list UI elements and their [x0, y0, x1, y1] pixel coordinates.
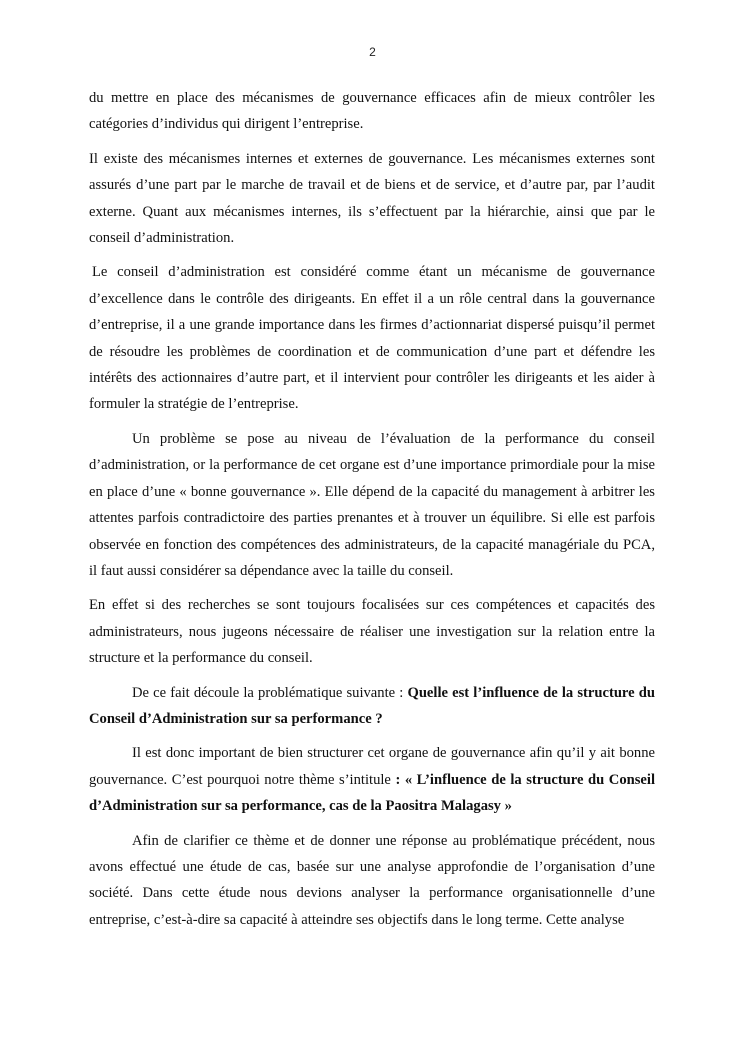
paragraph-5: En effet si des recherches se sont toujours focalisées sur ces compétences et capacités des administrateurs, nous jugeons nécessaire de réaliser une investigation sur la relation entre la structure et la performance du conseil. [89, 597, 655, 667]
paragraph-8: Afin de clarifier ce thème et de donner une réponse au problématique précédent, nous avons effectué une étude de cas, basée sur une analyse approfondie de l’organisation d’une société. Dans cette étude nous devions analyser la performance organisationnelle d’une entreprise, c’est-à-dire sa capacité à atteindre ses objectifs dans le long terme. Cette analyse [89, 832, 655, 928]
theme-intro: Il est donc important de bien structurer cet organe de gouvernance afin qu’il y ait bonne gouvernance. C’est pourquoi notre thème s’intitule [89, 745, 655, 788]
paragraph-2: Il existe des mécanismes internes et externes de gouvernance. Les mécanismes externes sont assurés d’une part par le marche de travail et de biens et de service, et d’autre par, par l’audit externe. Quant aux mécanismes internes, ils s’effectuent par la hiérarchie, ainsi que par le conseil d’administration. [89, 150, 655, 247]
problem-statement-question: Quelle est l’influence de la structure du Conseil d’Administration sur sa performance ? [89, 684, 656, 727]
paragraph-3: Le conseil d’administration est considéré comme étant un mécanisme de gouvernance d’excellence dans le contrôle des dirigeants. En effet il a un rôle central dans la gouvernance d’entreprise, il a une grande importance dans les firmes d’actionnariat dispersé puisqu’il permet de résoudre les problèmes de coordination et de communication d’une part et défendre les intérêts des actionnaires d’autre part, et il intervient pour contrôler les dirigeants et les aider à formuler la stratégie de l’entreprise. [89, 264, 655, 413]
theme-title: : « L’influence de la structure du Conseil d’Administration sur sa performance, cas de la Paositra Malagasy » [89, 771, 656, 815]
page-number: 2 [369, 45, 376, 59]
paragraph-6 [89, 680, 655, 733]
paragraph-4: Un problème se pose au niveau de l’évaluation de la performance du conseil d’administration, or la performance de cet organe est d’une importance primordiale pour la mise en place d’une « bonne gouvernance ». Elle dépend de la capacité du management à arbitrer les attentes parfois contradictoire des parties prenantes et à trouver un équilibre. Si elle est parfois observée en fonction des compétences des administrateurs, de la capacité managériale du PCA, il faut aussi considérer sa dépendance avec la taille du conseil. [89, 430, 655, 579]
paragraph-7 [89, 740, 655, 819]
document-body [89, 85, 655, 941]
paragraph-1: du mettre en place des mécanismes de gouvernance efficaces afin de mieux contrôler les catégories d’individus qui dirigent l’entreprise. [89, 90, 655, 133]
problem-statement-intro: De ce fait découle la problématique suivante : [132, 684, 408, 701]
